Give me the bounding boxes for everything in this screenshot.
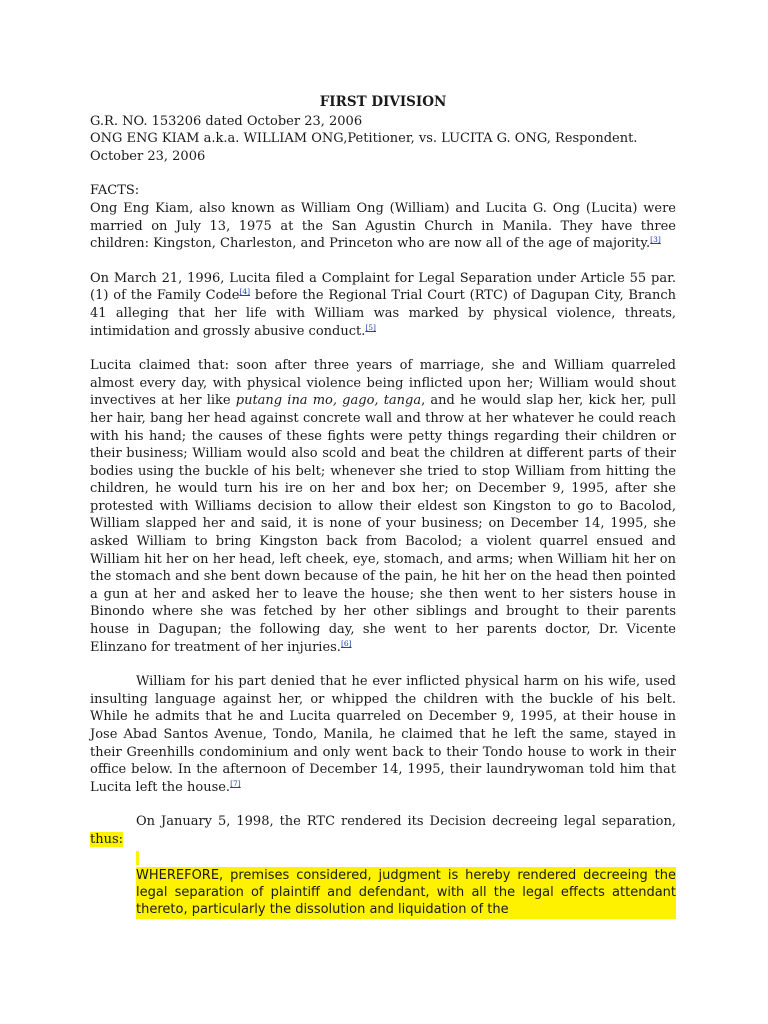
paragraph-text: On January 5, 1998, the RTC rendered its Decision decreeing legal separation, (136, 814, 676, 830)
decision-quote: WHEREFORE, premises considered, judgment is hereby rendered decreeing the legal separation of plaintiff and defendant, with all the legal effects attendant thereto, particularly the dissolution and liquidation of the (136, 867, 676, 918)
footnote-link-3[interactable]: [3] (650, 235, 661, 245)
paragraph-text: before the Regional Trial Court (RTC) of Dagupan City, Branch 41 alleging that her life with William was marked by physical violence, threats, intimidation and grossly abusive conduct. (90, 288, 676, 339)
division-title: FIRST DIVISION (319, 94, 447, 110)
paragraph-text: , and he would slap her, kick her, pull her hair, bang her head against concrete wall and throw at her whatever he could reach with his hand; the causes of these fights were petty things regarding their children or their business; William would also scold and beat the children at different parts of their bodies using the buckle of his belt; whenever she tried to stop William from hitting the children, he would turn his ire on her and box her; on December 9, 1995, after she protested with Williams decision to allow their eldest son Kingston to go to Bacolod, William slapped her and said, it is none of your business; on December 14, 1995, she asked William to bring Kingston back from Bacolod; a violent quarrel ensued and William hit her on her head, left cheek, eye, stomach, and arms; when William hit her on the stomach and she bent down because of the pain, he hit her on the head then pointed a gun at her and asked her to leave the house; she then went to her sisters house in Binondo where she was fetched by her other siblings and brought to their parents house in Dagupan; the following day, she went to her parents doctor, Dr. Vicente Elinzano for treatment of her injuries. (90, 393, 676, 655)
italic-text: putang ina mo, gago, tanga (235, 393, 422, 409)
paragraph-text: Ong Eng Kiam, also known as William Ong (William) and Lucita G. Ong (Lucita) were married on July 13, 1975 at the San Agustin Church in Manila. They have three children: Kingston, Charleston, and Princeton who are now all of the age of majority. (90, 200, 676, 252)
paragraph-text: William for his part denied that he ever inflicted physical harm on his wife, used insulting language against her, or whipped the children with the buckle of his belt. While he admits that he and Lucita quarreled on December 9, 1995, at their house in Jose Abad Santos Avenue, Tondo, Manila, he claimed that he left the same, stayed in their Greenhills condominium and only went back to their Tondo house to work in their office below. In the afternoon of December 14, 1995, their laundrywoman told him that Lucita left the house. (90, 674, 676, 795)
facts-paragraph-3 (90, 357, 676, 656)
footnote-link-7[interactable]: [7] (230, 778, 241, 788)
facts-heading: FACTS: (90, 183, 140, 199)
paragraph-text: On March 21, 1996, Lucita filed a Complaint for Legal Separation under Article 55 par. (1) of the Family Code (90, 270, 676, 304)
paragraph-text: Lucita claimed that: soon after three years of marriage, she and William quarreled almost every day, with physical violence being inflicted upon her; William would shout invectives at her like (90, 358, 676, 409)
footnote-link-4[interactable]: [4] (239, 287, 251, 297)
footnote-link-6[interactable]: [6] (340, 638, 352, 648)
case-number: G.R. NO. 153206 dated October 23, 2006 (90, 113, 363, 129)
facts-paragraph-2 (90, 270, 676, 340)
facts-paragraph-4 (90, 673, 676, 796)
highlight-marker (136, 851, 139, 865)
footnote-link-5[interactable]: [5] (365, 322, 376, 332)
facts-paragraph-5 (90, 813, 676, 848)
case-date: October 23, 2006 (90, 148, 206, 164)
highlighted-text: thus: (90, 831, 124, 847)
case-parties: ONG ENG KIAM a.k.a. WILLIAM ONG,Petitioner, vs. LUCITA G. ONG, Respondent. (90, 131, 638, 147)
facts-paragraph-1 (90, 200, 676, 253)
